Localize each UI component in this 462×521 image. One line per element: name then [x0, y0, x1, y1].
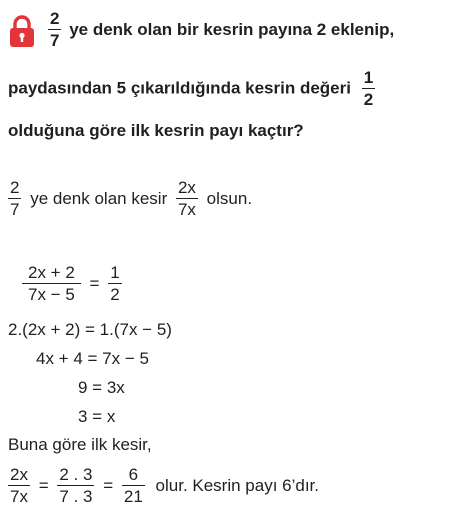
equals-sign: = — [38, 475, 49, 495]
fraction-bar — [176, 198, 198, 199]
fraction-numerator: 6 — [128, 465, 139, 484]
intro-text-1: ye denk olan kesir — [30, 188, 168, 208]
fraction-numerator: 2 — [10, 178, 20, 197]
final-fraction-6-21 — [122, 466, 145, 505]
final-equation — [8, 466, 319, 505]
question-line-2 — [8, 69, 375, 108]
equals-sign: = — [89, 273, 100, 293]
solution-step-2: 4x + 4 = 7x − 5 — [36, 349, 149, 368]
fraction-bar — [108, 283, 121, 284]
question-text-1: ye denk olan bir kesrin payına 2 eklenip, — [69, 19, 395, 39]
final-fraction-6-21-expanded — [57, 466, 94, 505]
solution-step-3: 9 = 3x — [78, 378, 125, 397]
fraction-bar — [57, 485, 94, 486]
fraction-denominator: 2 — [110, 285, 120, 304]
solution-step-4: 3 = x — [78, 407, 116, 426]
question-text-2: paydasından 5 çıkarıldığında kesrin değeri — [8, 78, 351, 98]
final-fraction-2x-7x — [8, 466, 30, 505]
question-text-3: olduğuna göre ilk kesrin payı kaçtır? — [8, 121, 304, 140]
intro-fraction-2x-7x — [176, 179, 198, 218]
fraction-denominator: 21 — [123, 487, 143, 506]
fraction-denominator: 7 — [50, 31, 60, 50]
question-line-1 — [48, 10, 394, 49]
fraction-numerator: 2x — [10, 465, 28, 484]
fraction-bar — [48, 29, 61, 30]
solution-step-1: 2.(2x + 2) = 1.(7x − 5) — [8, 320, 172, 339]
equation-lhs-fraction — [22, 264, 81, 303]
intro-fraction-2-7 — [8, 179, 21, 218]
fraction-bar — [22, 283, 81, 284]
fraction-bar — [122, 485, 145, 486]
fraction-denominator: 7x — [10, 487, 28, 506]
question-fraction-2-7 — [48, 10, 61, 49]
solution-intro — [8, 179, 252, 218]
question-fraction-1-2 — [362, 69, 375, 108]
question-line-3 — [8, 121, 304, 141]
final-text: olur. Kesrin payı 6’dır. — [155, 475, 320, 495]
fraction-bar — [8, 485, 30, 486]
fraction-numerator: 1 — [363, 68, 374, 87]
fraction-numerator: 2x + 2 — [28, 263, 75, 282]
lock-icon — [7, 14, 37, 48]
fraction-numerator: 2x — [177, 178, 196, 197]
equation-rhs-fraction — [108, 264, 121, 303]
fraction-numerator: 2 . 3 — [59, 465, 93, 484]
equation-1 — [22, 264, 122, 303]
fraction-bar — [8, 198, 21, 199]
fraction-denominator: 7x − 5 — [28, 285, 75, 304]
fraction-denominator: 2 — [363, 90, 374, 109]
conclusion-text: Buna göre ilk kesir, — [8, 435, 152, 454]
equals-sign: = — [103, 475, 114, 495]
fraction-denominator: 7 — [10, 200, 20, 219]
fraction-denominator: 7x — [177, 200, 196, 219]
intro-text-2: olsun. — [206, 188, 253, 208]
fraction-bar — [362, 88, 375, 89]
fraction-denominator: 7 . 3 — [59, 487, 93, 506]
fraction-numerator: 2 — [50, 9, 60, 28]
fraction-numerator: 1 — [110, 263, 120, 282]
